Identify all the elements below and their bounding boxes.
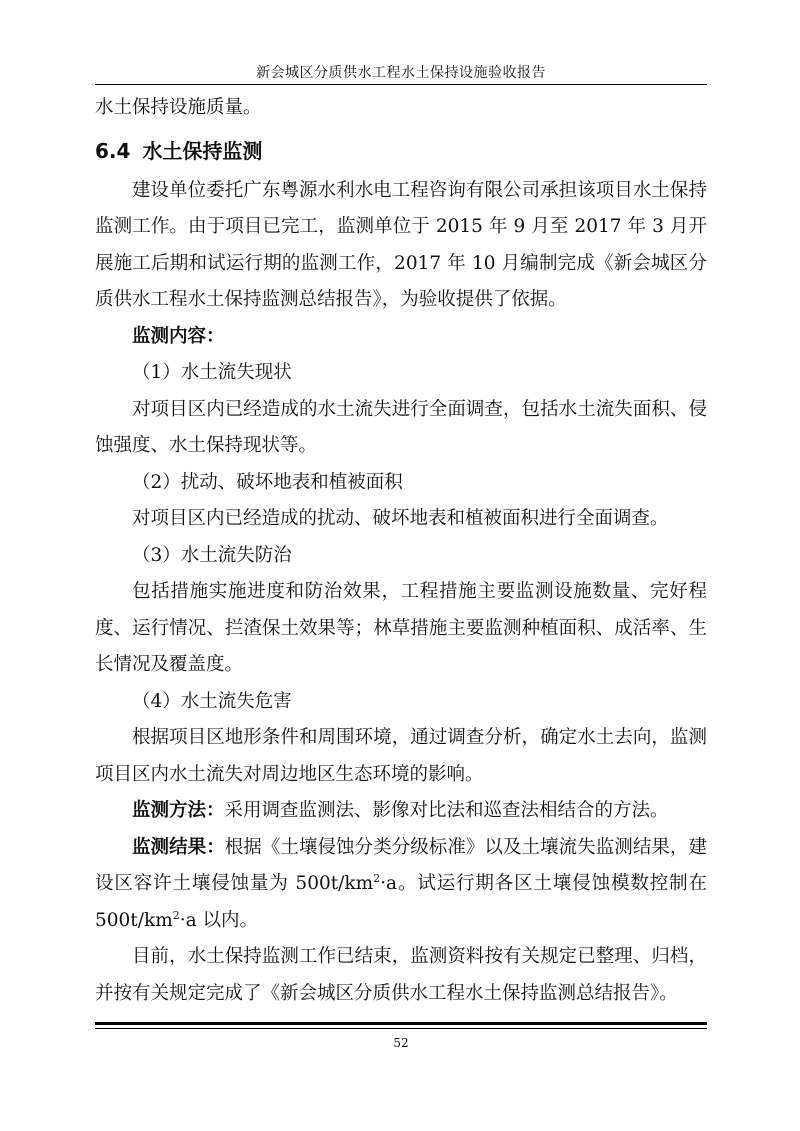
monitoring-method-text: 采用调查监测法、影像对比法和巡查法相结合的方法。 [224,800,669,821]
monitoring-content-label: 监测内容： [132,325,225,347]
page-body [95,90,707,1012]
item-title: （4）水土流失危害 [132,690,292,712]
section-heading [95,131,707,171]
section-number: 6.4 [95,138,131,163]
section-title: 水土保持监测 [142,138,263,163]
header-divider [95,84,707,85]
monitoring-result-paragraph [95,830,707,940]
page-number: 52 [393,1036,409,1050]
item-body: 对项目区内已经造成的扰动、破坏地表和植被面积进行全面调查。 [132,508,669,529]
superscript-2: 2 [373,871,381,885]
item-body: 根据项目区地形条件和周围环境，通过调查分析，确定水土去向，监测项目区内水土流失对周边地区生态环境的影响。 [95,727,707,785]
monitoring-result-text-2: ·a。试运行期各区土壤侵蚀模数控制在 500t/km [95,873,707,931]
intro-paragraph: 建设单位委托广东粤源水利水电工程咨询有限公司承担该项目水土保持监测工作。由于项目已完工，监测单位于 2015 年 9 月至 2017 年 3 月开展施工后期和试运行期的监测工作，2017 年 10 月编制完成《新会城区分质供水工程水土保持监测总结报告》，为验收提供了依据。 [95,179,707,310]
item-title: （2）扰动、破坏地表和植被面积 [132,471,403,493]
item-title: （1）水土流失现状 [132,362,292,383]
footer-divider-thin [95,1028,707,1029]
running-header-title: 新会城区分质供水工程水土保持设施验收报告 [256,65,546,81]
item-title: （3）水土流失防治 [132,544,292,566]
monitoring-result-text-3: ·a 以内。 [179,909,259,931]
closing-paragraph: 目前，水土保持监测工作已结束，监测资料按有关规定已整理、归档，并按有关规定完成了《新会城区分质供水工程水土保持监测总结报告》。 [95,946,707,1004]
item-body: 对项目区内已经造成的水土流失进行全面调查，包括水土流失面积、侵蚀强度、水土保持现状等。 [95,398,707,456]
monitoring-method-label: 监测方法： [132,800,225,821]
item-body: 包括措施实施进度和防治效果，工程措施主要监测设施数量、完好程度、运行情况、拦渣保土效果等；林草措施主要监测种植面积、成活率、生长情况及覆盖度。 [95,581,707,675]
monitoring-result-label: 监测结果： [132,836,225,858]
monitoring-method-paragraph [95,793,707,830]
superscript-2: 2 [172,908,180,922]
carryover-text: 水土保持设施质量。 [95,97,262,118]
monitoring-result-text-1: 根据《土壤侵蚀分类分级标准》以及土壤流失监测结果，建设区容许土壤侵蚀量为 500t/km [95,836,707,894]
footer-divider-thick [95,1022,707,1025]
